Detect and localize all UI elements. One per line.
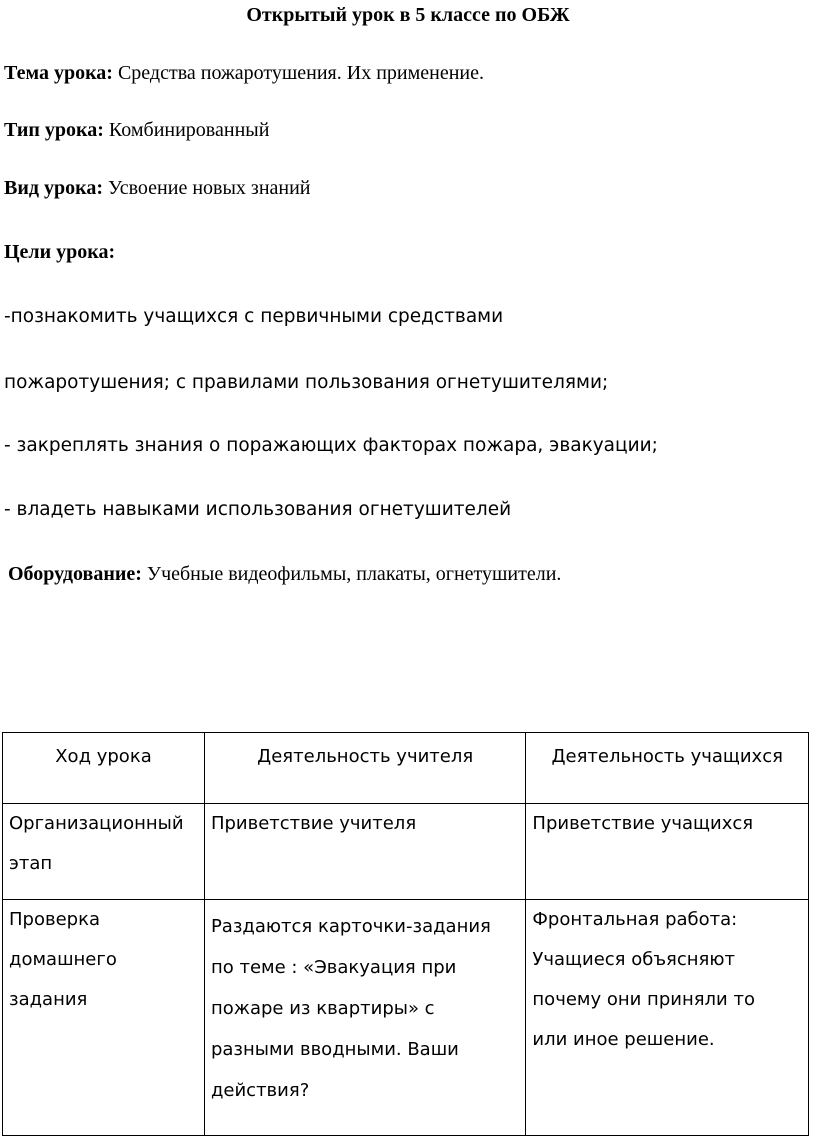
type-label: Тип урока: xyxy=(4,119,104,141)
goal-item: - закреплять знания о поражающих факторах пожара, эвакуации; xyxy=(4,435,658,456)
topic-label: Тема урока: xyxy=(4,62,113,84)
teacher-line: разными вводными. Ваши xyxy=(210,1039,459,1060)
document-title: Открытый урок в 5 классе по ОБЖ xyxy=(246,4,570,26)
stage-line: Организационный xyxy=(9,813,184,834)
goals-line xyxy=(4,241,115,264)
table-row xyxy=(3,804,809,900)
goal-item: пожаротушения; с правилами пользования огнетушителями; xyxy=(4,372,609,393)
kind-label: Вид урока: xyxy=(4,177,103,199)
stage-line: Проверка xyxy=(9,909,100,930)
equipment-label: Оборудование: xyxy=(8,563,142,585)
teacher-line: по теме : «Эвакуация при xyxy=(210,957,457,978)
equipment-line xyxy=(8,563,561,586)
goal-item: - владеть навыками использования огнетушителей xyxy=(4,499,512,520)
teacher-line: Раздаются карточки-задания xyxy=(210,916,491,937)
stage-line: домашнего xyxy=(9,949,117,970)
goal-item: -познакомить учащихся с первичными средствами xyxy=(4,306,504,327)
stage-cell xyxy=(3,804,205,900)
students-line: Фронтальная работа: xyxy=(532,909,738,930)
students-cell xyxy=(526,900,809,1136)
teacher-cell xyxy=(204,900,525,1136)
header-teacher: Деятельность учителя xyxy=(204,733,525,804)
teacher-text xyxy=(211,906,519,1111)
stage-line: задания xyxy=(9,989,88,1010)
students-line: или иное решение. xyxy=(532,1029,715,1050)
teacher-line: Приветствие учителя xyxy=(210,813,417,834)
header-stage: Ход урока xyxy=(3,733,205,804)
stage-line: этап xyxy=(9,853,53,874)
type-value: Комбинированный xyxy=(103,119,270,141)
students-cell xyxy=(526,804,809,900)
goals-label: Цели урока: xyxy=(4,241,116,263)
students-line: Учащиеся объясняют xyxy=(532,949,736,970)
type-line xyxy=(4,119,269,142)
teacher-line: действия? xyxy=(210,1080,310,1101)
header-students: Деятельность учащихся xyxy=(526,733,809,804)
table-row xyxy=(3,900,809,1136)
lesson-table xyxy=(2,732,809,1136)
kind-value: Усвоение новых знаний xyxy=(102,177,311,199)
teacher-line: пожаре из квартиры» с xyxy=(210,998,435,1019)
topic-line xyxy=(4,62,484,85)
teacher-cell xyxy=(204,804,525,900)
students-line: почему они приняли то xyxy=(532,989,755,1010)
stage-cell xyxy=(3,900,205,1136)
table-header-row xyxy=(3,733,809,804)
topic-value: Средства пожаротушения. Их применение. xyxy=(112,62,484,84)
students-line: Приветствие учащихся xyxy=(532,813,754,834)
equipment-value: Учебные видеофильмы, плакаты, огнетушители. xyxy=(141,563,562,585)
kind-line xyxy=(4,177,311,200)
